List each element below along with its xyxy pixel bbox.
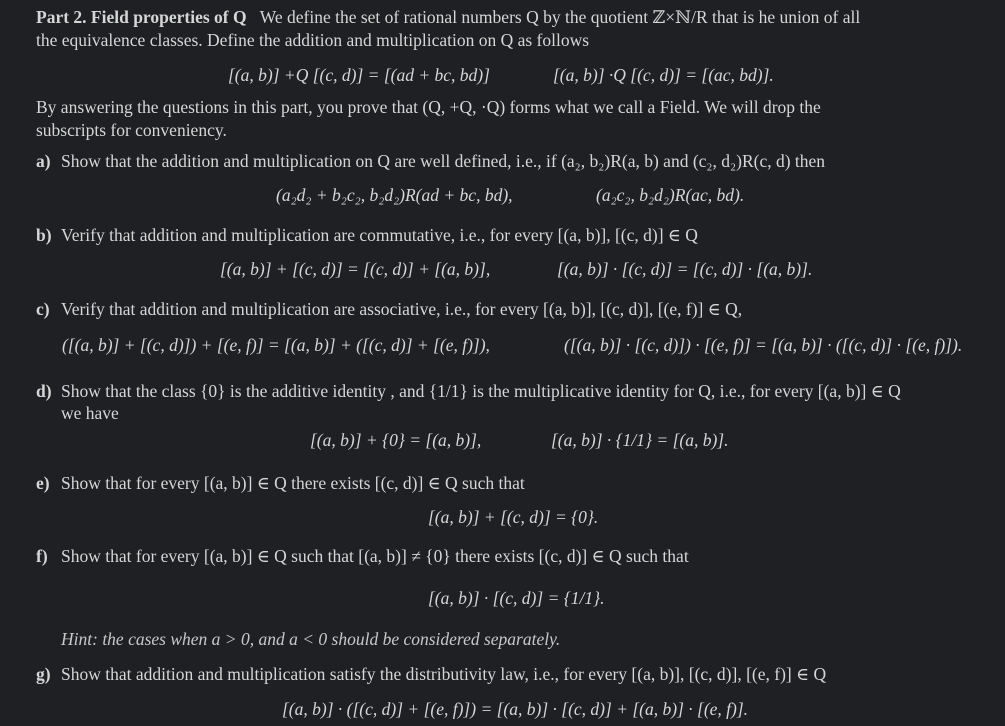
item-label: d): [36, 381, 52, 401]
item-g-equation-1: [(a, b)] · ([(c, d)] + [(e, f)]) = [(a, b)] · [(c, d)] + [(a, b)] · [(e, f)].: [282, 699, 749, 719]
intro-line-1: [36, 6, 860, 29]
item-c-equation-2: ([(a, b)] · [(c, d)]) · [(e, f)] = [(a, b)] · ([(c, d)] · [(e, f)]).: [564, 335, 963, 355]
item-a-equation-2: (a₂c₂, b₂d₂)R(ac, bd).: [596, 185, 745, 205]
item-text: Show that for every [(a, b)] ∈ Q such that [(a, b)] ≠ {0} there exists [(c, d)] ∈ Q such that: [61, 546, 689, 566]
item-b-equation-1: [(a, b)] + [(c, d)] = [(c, d)] + [(a, b)],: [220, 259, 491, 279]
item-text: Show that addition and multiplication satisfy the distributivity law, i.e., for every [(a, b)], [(c, d)], [(e, f)] ∈ Q: [61, 664, 827, 684]
item-label: b): [36, 225, 52, 245]
item-label: f): [36, 546, 48, 566]
field-paragraph-1: By answering the questions in this part, you prove that (Q, +Q, ·Q) forms what we call a Field. We will drop the: [36, 97, 821, 117]
intro-text-1: We define the set of rational numbers Q by the quotient ℤ×ℕ/R that is he union of all: [259, 7, 861, 27]
item-d-equation-2: [(a, b)] · {1/1} = [(a, b)].: [551, 430, 729, 450]
item-b-equation-2: [(a, b)] · [(c, d)] = [(c, d)] · [(a, b)].: [557, 259, 813, 279]
item-d-text-2: we have: [61, 403, 119, 423]
item-c: [36, 298, 742, 321]
item-a: [36, 150, 825, 173]
intro-line-2: the equivalence classes. Define the addition and multiplication on Q as follows: [36, 30, 590, 50]
item-label: a): [36, 151, 51, 171]
item-text: Show that for every [(a, b)] ∈ Q there exists [(c, d)] ∈ Q such that: [61, 473, 525, 493]
item-label: g): [36, 664, 51, 684]
item-f: [36, 545, 689, 568]
item-g: [36, 663, 826, 686]
item-text: Show that the class {0} is the additive identity , and {1/1} is the multiplicative identity for Q, i.e., for every [(a, b)] ∈ Q: [61, 381, 901, 401]
item-c-equation-1: ([(a, b)] + [(c, d)]) + [(e, f)] = [(a, b)] + ([(c, d)] + [(e, f)]),: [62, 335, 490, 355]
item-d: [36, 380, 901, 403]
field-paragraph-2: subscripts for conveniency.: [36, 120, 227, 140]
item-e: [36, 472, 525, 495]
item-d-equation-1: [(a, b)] + {0} = [(a, b)],: [310, 430, 482, 450]
addition-definition: [(a, b)] +Q [(c, d)] = [(ad + bc, bd)]: [228, 65, 490, 85]
item-e-equation-1: [(a, b)] + [(c, d)] = {0}.: [428, 507, 599, 527]
item-f-equation-1: [(a, b)] · [(c, d)] = {1/1}.: [428, 588, 605, 608]
item-f-hint: Hint: the cases when a > 0, and a < 0 should be considered separately.: [61, 629, 561, 649]
item-text: Verify that addition and multiplication are associative, i.e., for every [(a, b)], [(c, d)], [(e, f)] ∈ Q,: [61, 299, 743, 319]
item-text: Show that the addition and multiplication on Q are well defined, i.e., if (a₂, b₂)R(a, b) and (c₂, d₂)R(c, d) then: [61, 151, 826, 171]
item-label: e): [36, 473, 50, 493]
item-label: c): [36, 299, 50, 319]
part-heading: Part 2. Field properties of Q: [36, 7, 247, 27]
multiplication-definition: [(a, b)] ·Q [(c, d)] = [(ac, bd)].: [553, 65, 774, 85]
item-a-equation-1: (a₂d₂ + b₂c₂, b₂d₂)R(ad + bc, bd),: [276, 185, 513, 205]
item-text: Verify that addition and multiplication are commutative, i.e., for every [(a, b)], [(c, d)] ∈ Q: [61, 225, 698, 245]
item-b: [36, 224, 698, 247]
